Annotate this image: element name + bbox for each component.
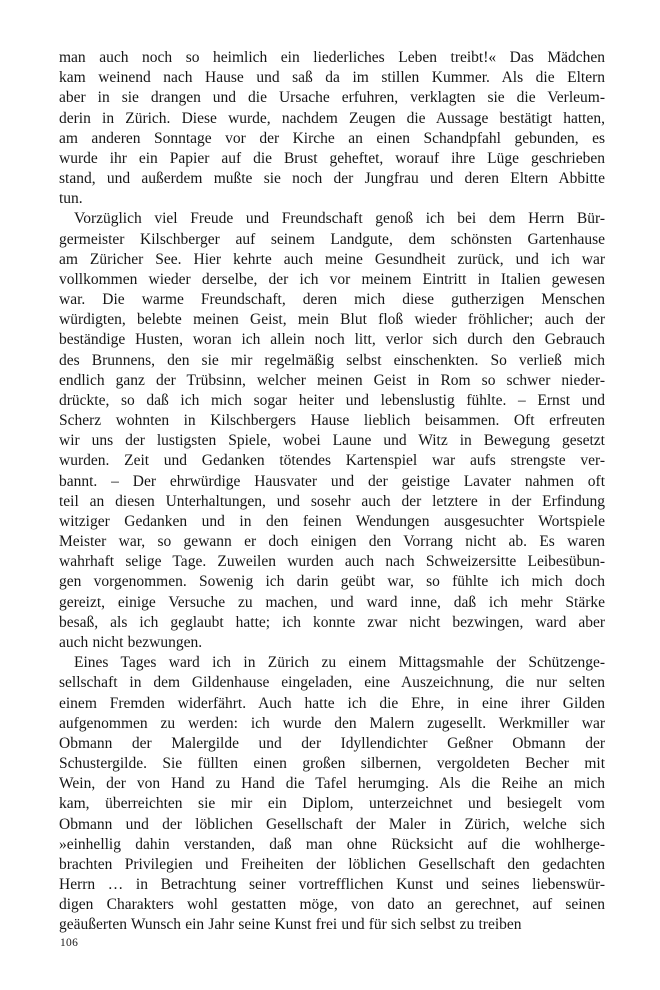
text-line: vollkommen wieder derselbe, der ich vor meinem Eintritt in Italien gewesen (59, 270, 605, 288)
text-line: aber in sie drangen und die Ursache erfuhren, verklagten sie die Verleum- (59, 89, 605, 107)
text-line: Wein, der von Hand zu Hand die Tafel herumging. Als die Reihe an mich (59, 775, 605, 793)
text-line: besaß, als ich geglaubt hatte; ich konnte zwar nicht bezwingen, ward aber (59, 613, 605, 631)
text-line: war. Die warme Freundschaft, deren mich diese gutherzigen Menschen (59, 291, 605, 309)
text-line: einem Fremden widerfährt. Auch hatte ich die Ehre, in eine ihrer Gilden (59, 694, 605, 712)
text-line: würdigten, belebte meinen Geist, mein Blut floß wieder fröhlicher; auch der (59, 311, 605, 329)
text-line: Obmann der Malergilde und der Idyllendichter Geßner Obmann der (59, 734, 605, 752)
text-line: geäußerten Wunsch ein Jahr seine Kunst frei und für sich selbst zu treiben (59, 916, 522, 934)
text-line: derin in Zürich. Diese wurde, nachdem Zeugen die Aussage bestätigt hatten, (59, 109, 605, 127)
text-line: drückte, so daß ich mich sogar heiter und lebenslustig fühlte. – Ernst und (59, 391, 605, 409)
text-line: stand, und außerdem mußte sie noch der Jungfrau und deren Eltern Abbitte (59, 170, 605, 188)
text-line: witziger Gedanken und in den feinen Wendungen ausgesuchter Wortspiele (59, 512, 605, 530)
text-line: wurden. Zeit und Gedanken tötendes Kartenspiel war aufs strengste ver- (59, 452, 605, 470)
text-line: sellschaft in dem Gildenhause eingeladen, eine Auszeichnung, die nur selten (59, 674, 605, 692)
text-line: kam weinend nach Hause und saß da im stillen Kummer. Als die Eltern (59, 69, 605, 87)
text-line: Vorzüglich viel Freude und Freundschaft genoß ich bei dem Herrn Bür- (74, 210, 605, 228)
text-line: am anderen Sonntage vor der Kirche an einen Schandpfahl gebunden, es (59, 129, 605, 147)
text-line: brachten Privilegien und Freiheiten der löblichen Gesellschaft den gedachten (59, 855, 605, 873)
text-line: kam, überreichten sie mir ein Diplom, unterzeichnet und besiegelt vom (59, 795, 605, 813)
page-text (59, 48, 605, 936)
text-line: aufgenommen zu werden: ich wurde den Malern zugesellt. Werkmiller war (59, 714, 605, 732)
text-line: auch nicht bezwungen. (59, 633, 203, 651)
text-line: Meister war, so gewann er doch einigen den Vorrang nicht ab. Es waren (59, 533, 605, 551)
text-line: beständige Husten, woran ich allein noch litt, verlor sich durch den Gebrauch (59, 331, 605, 349)
text-line: wir uns der lustigsten Spiele, wobei Laune und Witz in Bewegung gesetzt (59, 432, 605, 450)
text-line: digen Charakters wohl gestatten möge, von dato an gerechnet, auf seinen (59, 896, 605, 914)
text-line: Herrn … in Betrachtung seiner vortrefflichen Kunst und seines liebenswür- (59, 876, 605, 894)
text-line: Schustergilde. Sie füllten einen großen silbernen, vergoldeten Becher mit (59, 755, 605, 773)
text-line: gereizt, einige Versuche zu machen, und ward inne, daß ich mehr Stärke (59, 593, 605, 611)
text-line: tun. (59, 190, 83, 208)
text-line: man auch noch so heimlich ein liederliches Leben treibt!« Das Mädchen (59, 49, 605, 66)
page-number: 106 (60, 937, 79, 949)
text-line: Obmann und der löblichen Gesellschaft der Maler in Zürich, welche sich (59, 815, 605, 833)
text-line: endlich ganz der Trübsinn, welcher meinen Geist in Rom so schwer nieder- (59, 371, 605, 389)
text-line: teil an diesen Unterhaltungen, und sosehr auch der letztere in der Erfindung (59, 492, 605, 510)
text-line: Scherz wohnten in Kilschbergers Hause lieblich beisammen. Oft erfreuten (59, 412, 605, 430)
text-line: wahrhaft selige Tage. Zuweilen wurden auch nach Schweizersitte Leibesübun- (59, 553, 605, 571)
text-line: bannt. – Der ehrwürdige Hausvater und der geistige Lavater nahmen oft (59, 472, 605, 490)
text-line: am Züricher See. Hier kehrte auch meine Gesundheit zurück, und ich war (59, 250, 605, 268)
text-line: »einhellig dahin verstanden, daß man ohne Rücksicht auf die wohlherge- (59, 835, 605, 853)
text-line: Eines Tages ward ich in Zürich zu einem Mittagsmahle der Schützenge- (74, 654, 605, 672)
text-line: germeister Kilschberger auf seinem Landgute, dem schönsten Gartenhause (59, 230, 605, 248)
text-line: des Brunnens, den sie mir regelmäßig selbst einschenkten. So verließ mich (59, 351, 605, 369)
text-line: gen vorgenommen. Sowenig ich darin geübt war, so fühlte ich mich doch (59, 573, 605, 591)
text-line: wurde ihr ein Papier auf die Brust geheftet, worauf ihre Lüge geschrieben (59, 149, 605, 167)
